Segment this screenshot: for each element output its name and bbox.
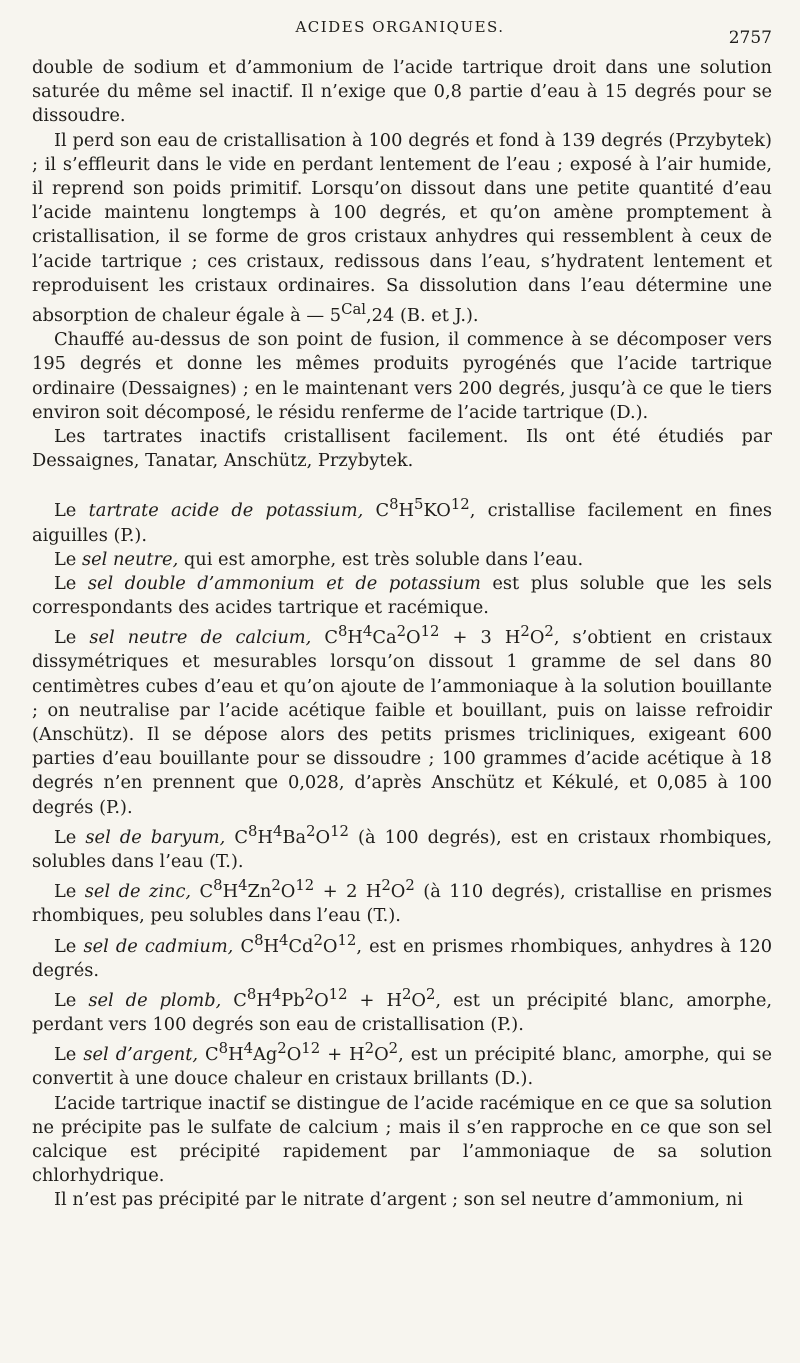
paragraph: Le sel d’argent, $C^8H^4Ag^2O^{12} + H^2O^2$, est un précipité blanc, amorphe, qui se convertit à une douce chaleur en cristaux brillants (D.). <box>32 1040 772 1090</box>
page-body <box>32 56 772 1213</box>
paragraph: Les tartrates inactifs cristallisent facilement. Ils ont été étudiés par Dessaignes, Tanatar, Anschütz, Przybytek. <box>32 425 772 472</box>
paragraph: Il perd son eau de cristallisation à 100 degrés et fond à 139 degrés (Przybytek) ; il s’effleurit dans le vide en perdant lentement de l’eau ; exposé à l’air humide, il reprend son poids primitif. Lorsqu’on dissout dans une petite quantité d’eau l’acide maintenu longtemps à 100 degrés, et qu’on amène promptement à cristallisation, il se forme de gros cristaux anhydres qui ressemblent à ceux de l’acide tartrique ; ces cristaux, redissous dans l’eau, s’hydratent lentement et reproduisent les cristaux ordinaires. Sa dissolution dans l’eau détermine une absorption de chaleur égale à — $5^{Cal},24$ (B. et J.). <box>32 129 772 326</box>
page-number: 2757 <box>728 28 772 48</box>
running-head: ACIDES ORGANIQUES. <box>295 18 505 36</box>
paragraph: Le tartrate acide de potassium, $C^8H^5KO^{12}$, cristallise facilement en fines aiguilles (P.). <box>32 496 772 546</box>
paragraph: Le sel double d’ammonium et de potassium est plus soluble que les sels correspondants des acides tartrique et racémique. <box>32 572 773 619</box>
paragraph: Chauffé au-dessus de son point de fusion, il commence à se décomposer vers 195 degrés et donne les mêmes produits pyrogénés que l’acide tartrique ordinaire (Dessaignes) ; en le maintenant vers 200 degrés, jusqu’à ce que le tiers environ soit décomposé, le résidu renferme de l’acide tartrique (D.). <box>32 329 772 423</box>
paragraph: Le sel de baryum, $C^8H^4Ba^2O^{12}$ (à 100 degrés), est en cristaux rhombiques, solubles dans l’eau (T.). <box>32 822 772 872</box>
paragraph: Le sel neutre, qui est amorphe, est très soluble dans l’eau. <box>54 548 584 570</box>
paragraph: Le sel de plomb, $C^8H^4Pb^2O^{12} + H^2O^2$, est un précipité blanc, amorphe, perdant vers 100 degrés son eau de cristallisation (P.). <box>32 985 773 1035</box>
paragraph: Le sel de cadmium, $C^8H^4Cd^2O^{12}$, est en prismes rhombiques, anhydres à 120 degrés. <box>32 931 773 981</box>
paragraph: Il n’est pas précipité par le nitrate d’argent ; son sel neutre d’ammonium, ni <box>54 1189 743 1211</box>
paragraph: Le sel neutre de calcium, $C^8H^4Ca^2O^{12} + 3$ $H^2O^2$, s’obtient en cristaux dissymétriques et mesurables lorsqu’on dissout 1 gramme de sel dans 80 centimètres cubes d’eau et qu’on ajoute de l’ammoniaque à la solution bouillante ; on neutralise par l’acide acétique faible et bouillant, puis on laisse refroidir (Anschütz). Il se dépose alors des petits prismes tricliniques, exigeant 600 parties d’eau bouillante pour se dissoudre ; 100 grammes d’acide acétique à 18 degrés n’en prennent que 0,028, d’après Anschütz et Kékulé, et 0,085 à 100 degrés (P.). <box>32 623 772 818</box>
paragraph: Le sel de zinc, $C^8H^4Zn^2O^{12} + 2$ $H^2O^2$ (à 110 degrés), cristallise en prismes rhombiques, peu solubles dans l’eau (T.). <box>32 877 772 927</box>
paragraph: L’acide tartrique inactif se distingue de l’acide racémique en ce que sa solution ne précipite pas le sulfate de calcium ; mais il s’en rapproche en ce que son sel calcique est précipité rapidement par l’ammoniaque de sa solution chlorhydrique. <box>32 1092 772 1187</box>
paragraph: double de sodium et d’ammonium de l’acide tartrique droit dans une solution saturée du même sel inactif. Il n’exige que 0,8 partie d’eau à 15 degrés pour se dissoudre. <box>32 57 772 127</box>
